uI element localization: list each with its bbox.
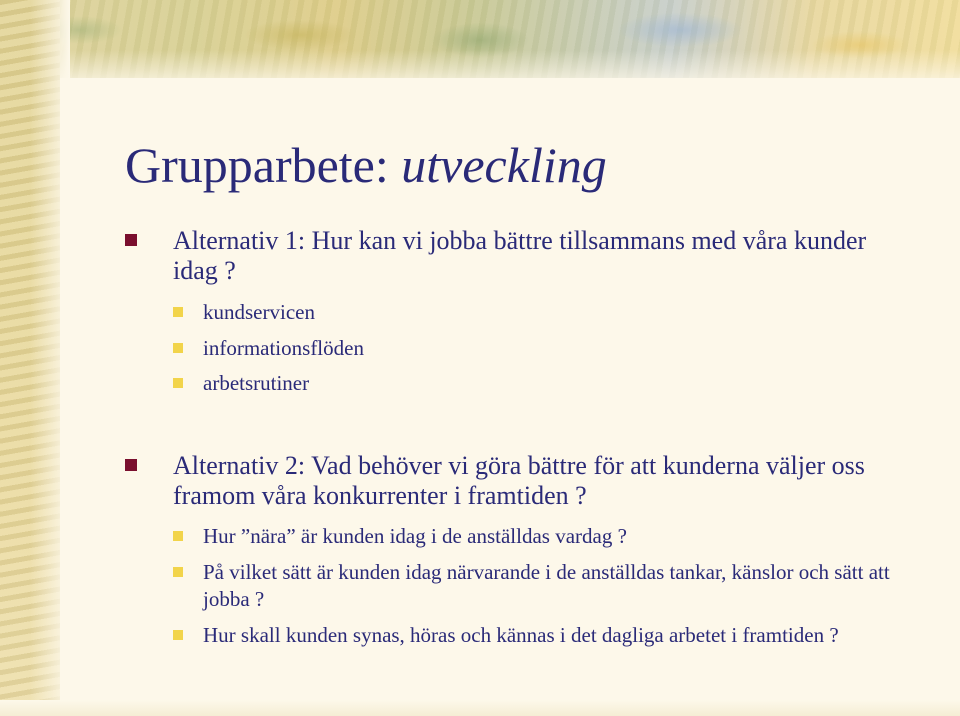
slide-title-italic: utveckling	[401, 137, 607, 193]
small-square-bullet-icon	[173, 343, 183, 353]
subbullet-kunden-nara	[203, 523, 903, 550]
slide-title-main: Grupparbete:	[125, 137, 402, 193]
subbullet-text: kundservicen	[203, 300, 315, 324]
small-square-bullet-icon	[173, 630, 183, 640]
subbullet-kunden-narvarande	[203, 559, 903, 613]
bullet-alternativ-1	[173, 226, 913, 286]
square-bullet-icon	[125, 459, 137, 471]
bullet-alternativ-2	[173, 451, 913, 511]
slide-title	[125, 138, 607, 193]
square-bullet-icon	[125, 234, 137, 246]
bullet-text: Alternativ 1: Hur kan vi jobba bättre tillsammans med våra kunder idag ?	[173, 226, 867, 285]
small-square-bullet-icon	[173, 567, 183, 577]
small-square-bullet-icon	[173, 531, 183, 541]
subbullet-text: arbetsrutiner	[203, 371, 310, 395]
subbullet-text: På vilket sätt är kunden idag närvarande i de anställdas tankar, känslor och sätt att jobba ?	[203, 560, 890, 611]
subbullet-text: Hur ”nära” är kunden idag i de anställdas vardag ?	[203, 524, 627, 548]
subbullet-kundservicen	[203, 299, 903, 326]
subbullet-informationsfloden	[203, 335, 903, 362]
subbullet-text: Hur skall kunden synas, höras och kännas i det dagliga arbetet i framtiden ?	[203, 623, 839, 647]
subbullet-text: informationsflöden	[203, 336, 364, 360]
subbullet-kunden-synas	[203, 622, 903, 649]
small-square-bullet-icon	[173, 307, 183, 317]
small-square-bullet-icon	[173, 378, 183, 388]
bullet-text: Alternativ 2: Vad behöver vi göra bättre för att kunderna väljer oss framom våra konkurrenter i framtiden ?	[173, 451, 865, 510]
subbullet-arbetsrutiner	[203, 370, 903, 397]
